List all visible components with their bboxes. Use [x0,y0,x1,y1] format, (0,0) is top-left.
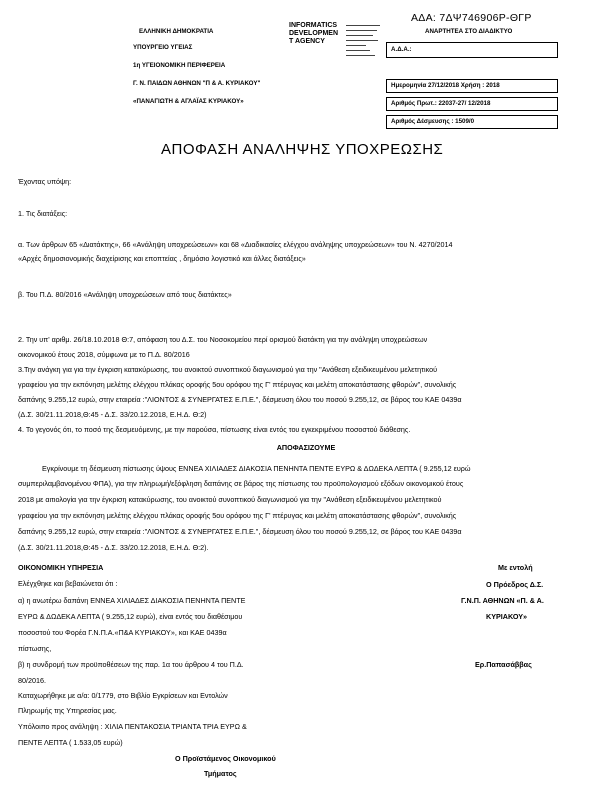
intro-text: Έχοντας υπόψη: [18,177,72,186]
date-box [386,79,558,93]
decision-heading: ΑΠΟΦΑΣΙΖΟΥΜΕ [276,443,336,452]
finance-a-line-3: ποσοστού του Φορέα Γ.Ν.Π.Α.«Π&Α ΚΥΡΙΑΚΟΥ», και ΚΑΕ 0439α [18,628,227,637]
finance-signature-title-2: Τμήματος [204,769,237,778]
order-president: Ο Πρόεδρος Δ.Σ. [486,580,544,589]
agency-logo-smallprint [346,22,380,58]
decision-line-3: 2018 με αιτιολογία για την έγκριση κατακύρωσης, του ανοικτού συνοπτικού διαγωνισμού για την "Ανάθεση εξειδικευμένου μελετητικού [18,495,442,504]
protocol-box [386,97,558,111]
decision-line-6: (Δ.Σ. 30/21.11.2018,Θ:45 - Δ.Σ. 33/20.12.2018, Ε.Η.Δ. Θ:2). [18,543,209,552]
decision-line-2: συμπεριλαμβανομένου ΦΠΑ), για την πληρωμή/εξόφληση δαπάνης σε βάρος της πίστωσης του προϋπολογισμού εξόδων οικονομικού έτους [18,479,464,488]
decision-line-1: Εγκρίνουμε τη δέσμευση πίστωσης ύψους ΕΝΝΕΑ ΧΙΛΙΑΔΕΣ ΔΙΑΚΟΣΙΑ ΠΕΝΗΝΤΑ ΠΕΝΤΕ ΕΥΡΩ & ΔΩΔΕΚΑ ΛΕΠΤΑ ( 9.255,12 ευρώ [42,464,471,473]
order-hospital-line-2: ΚΥΡΙΑΚΟΥ» [486,612,528,621]
header-hospital-full: «ΠΑΝΑΓΙΩΤΗ & ΑΓΛΑΪΑΣ ΚΥΡΙΑΚΟΥ» [133,98,244,105]
order-signatory-name: Ερ.Παπασάββας [475,660,532,669]
posted-online-label: ΑΝΑΡΤΗΤΕΑ ΣΤΟ ΔΙΑΔΙΚΤΥΟ [425,28,513,35]
agency-logo-line-2: DEVELOPMEN [289,30,339,37]
para-3-line-1: 3.Την ανάγκη για για την έγκριση κατακύρωσης, του ανοικτού συνοπτικού διαγωνισμού για την "Ανάθεση εξειδικευμένου μελετητικού [18,365,438,374]
para-1a-line-1: α. Των άρθρων 65 «Διατάκτης», 66 «Ανάληψη υποχρεώσεων» και 68 «Διαδικασίες ελέγχου ανάληψης υποχρεώσεων» του Ν. 4270/2014 [18,240,453,249]
para-3-line-3: δαπάνης 9.255,12 ευρώ, στην εταιρεία :"ΛΙΟΝΤΟΣ & ΣΥΝΕΡΓΑΤΕΣ Ε.Π.Ε.", δέσμευση όλου του ποσού 9.255,12, σε βάρος του ΚΑΕ 0439α [18,395,462,404]
finance-a-line-1: α) η ανωτέρω δαπάνη ΕΝΝΕΑ ΧΙΛΙΑΔΕΣ ΔΙΑΚΟΣΙΑ ΠΕΝΗΝΤΑ ΠΕΝΤΕ [18,596,246,605]
ada-box-label: Α.Δ.Α.: [391,46,412,53]
finance-c-line-1: Καταχωρήθηκε με α/α: 0/1779, στο Βιβλίο Εγκρίσεων και Εντολών [18,691,228,700]
protocol-line: Αριθμός Πρωτ.: 22037-27/ 12/2018 [391,100,491,107]
finance-b-line-2: 80/2016. [18,676,46,685]
order-hospital-line-1: Γ.Ν.Π. ΑΘΗΝΩΝ «Π. & Α. [461,596,544,605]
order-by: Με εντολή [498,563,533,572]
header-ministry: ΥΠΟΥΡΓΕΙΟ ΥΓΕΙΑΣ [133,44,193,51]
commitment-line: Αριθμός Δέσμευσης : 1509/0 [391,118,475,125]
finance-remaining-line-1: Υπόλοιπο προς ανάληψη : ΧΙΛΙΑ ΠΕΝΤΑΚΟΣΙΑ ΤΡΙΑΝΤΑ ΤΡΙΑ ΕΥΡΩ & [18,722,247,731]
finance-remaining-line-2: ΠΕΝΤΕ ΛΕΠΤΑ ( 1.533,05 ευρώ) [18,738,123,747]
agency-logo-line-1: INFORMATICS [289,22,338,29]
para-3-line-4: (Δ.Σ. 30/21.11.2018,Θ:45 - Δ.Σ. 33/20.12.2018, Ε.Η.Δ. Θ:2) [18,410,207,419]
decision-line-4: γραφείου για την εκπόνηση μελέτης ελέγχου πλάκας οροφής 5ου ορόφου της Γ' πτέρυγας και μελέτη αποκατάστασης φθορών", συνολικής [18,511,457,520]
para-1: 1. Τις διατάξεις: [18,209,68,218]
finance-c-line-2: Πληρωμής της Υπηρεσίας μας. [18,706,117,715]
agency-logo-line-3: T AGENCY [289,38,325,45]
finance-heading: ΟΙΚΟΝΟΜΙΚΗ ΥΠΗΡΕΣΙΑ [18,563,104,572]
finance-a-line-2: ΕΥΡΩ & ΔΩΔΕΚΑ ΛΕΠΤΑ ( 9.255,12 ευρώ), είναι εντός του διαθέσιμου [18,612,243,621]
para-1a-line-2: «Αρχές δημοσιονομικής διαχείρισης και εποπτείας , δημόσιο λογιστικό και άλλες διατάξεις» [18,254,306,263]
para-3-line-2: γραφείου για την εκπόνηση μελέτης ελέγχου πλάκας οροφής 5ου ορόφου της Γ' πτέρυγας και μελέτη αποκατάστασης φθορών", συνολικής [18,380,457,389]
para-2-line-2: οικονομικού έτους 2018, σύμφωνα με το Π.Δ. 80/2016 [18,350,190,359]
finance-a-line-4: πίστωσης, [18,644,52,653]
commitment-box [386,115,558,129]
decision-line-5: δαπάνης 9.255,12 ευρώ, στην εταιρεία :"ΛΙΟΝΤΟΣ & ΣΥΝΕΡΓΑΤΕΣ Ε.Π.Ε.", δέσμευση όλου του ποσού 9.255,12, σε βάρος του ΚΑΕ 0439α [18,527,462,536]
ada-box [386,42,558,58]
header-region: 1η ΥΓΕΙΟΝΟΜΙΚΗ ΠΕΡΙΦΕΡΕΙΑ [133,62,226,69]
document-title: ΑΠΟΦΑΣΗ ΑΝΑΛΗΨΗΣ ΥΠΟΧΡΕΩΣΗΣ [161,141,444,158]
para-1b: β. Του Π.Δ. 80/2016 «Ανάληψη υποχρεώσεων από τους διατάκτες» [18,290,232,299]
date-line: Ημερομηνία 27/12/2018 Χρήση : 2018 [391,82,500,89]
finance-checked: Ελέγχθηκε και βεβαιώνεται ότι : [18,579,118,588]
para-4: 4. Το γεγονός ότι, το ποσό της δεσμευόμενης, με την παρούσα, πίστωσης είναι εντός του εγκεκριμένου ποσοστού διάθεσης. [18,425,411,434]
finance-b-line-1: β) η συνδρομή των προϋποθέσεων της παρ. 1α του άρθρου 4 του Π.Δ. [18,660,244,669]
ada-top: ΑΔΑ: 7ΔΨ746906Ρ-ΘΓΡ [411,12,532,24]
finance-signature-title-1: Ο Προϊστάμενος Οικονομικού [175,754,276,763]
para-2-line-1: 2. Την υπ' αριθμ. 26/18.10.2018 Θ:7, απόφαση του Δ.Σ. του Νοσοκομείου περί ορισμού διατάκτη για την ανάληψη υποχρεώσεων [18,335,428,344]
header-hospital: Γ. Ν. ΠΑΙΔΩΝ ΑΘΗΝΩΝ "Π & Α. ΚΥΡΙΑΚΟΥ" [133,80,261,87]
header-republic: ΕΛΛΗΝΙΚΗ ΔΗΜΟΚΡΑΤΙΑ [139,28,214,35]
